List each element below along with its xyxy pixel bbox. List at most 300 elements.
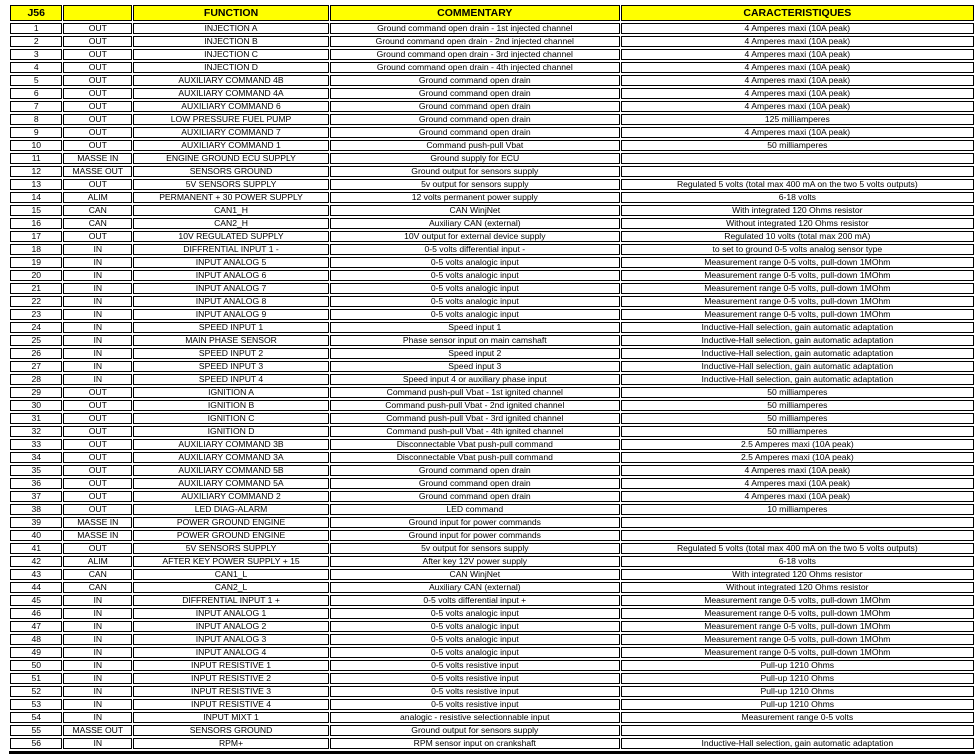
commentary-cell: 0-5 volts analogic input bbox=[330, 634, 620, 645]
direction-cell: OUT bbox=[63, 426, 132, 437]
table-row bbox=[10, 75, 974, 86]
pin-number-cell: 43 bbox=[10, 569, 62, 580]
table-row bbox=[10, 426, 974, 437]
table-row bbox=[10, 660, 974, 671]
characteristics-cell: 10 milliamperes bbox=[621, 504, 974, 515]
table-row bbox=[10, 634, 974, 645]
pin-number-cell: 22 bbox=[10, 296, 62, 307]
table-row bbox=[10, 36, 974, 47]
function-cell: LOW PRESSURE FUEL PUMP bbox=[133, 114, 329, 125]
table-row bbox=[10, 153, 974, 164]
function-cell: CAN1_L bbox=[133, 569, 329, 580]
characteristics-cell: Measurement range 0-5 volts, pull-down 1MOhm bbox=[621, 647, 974, 658]
direction-cell: IN bbox=[63, 335, 132, 346]
direction-cell: OUT bbox=[63, 179, 132, 190]
characteristics-cell: 50 milliamperes bbox=[621, 426, 974, 437]
function-cell: SENSORS GROUND bbox=[133, 166, 329, 177]
pin-number-cell: 48 bbox=[10, 634, 62, 645]
characteristics-cell: to set to ground 0-5 volts analog sensor type bbox=[621, 244, 974, 255]
function-cell: INJECTION A bbox=[133, 23, 329, 34]
direction-cell: IN bbox=[63, 738, 132, 749]
function-cell: MAIN PHASE SENSOR bbox=[133, 335, 329, 346]
pin-number-cell: 30 bbox=[10, 400, 62, 411]
commentary-cell: Disconnectable Vbat push-pull command bbox=[330, 439, 620, 450]
direction-cell: OUT bbox=[63, 387, 132, 398]
direction-cell: MASSE IN bbox=[63, 530, 132, 541]
characteristics-cell: 2.5 Amperes maxi (10A peak) bbox=[621, 452, 974, 463]
pin-number-cell: 14 bbox=[10, 192, 62, 203]
direction-cell: IN bbox=[63, 270, 132, 281]
table-row bbox=[10, 738, 974, 749]
pin-number-cell: 51 bbox=[10, 673, 62, 684]
pin-number-cell: 27 bbox=[10, 361, 62, 372]
pin-number-cell: 13 bbox=[10, 179, 62, 190]
pin-number-cell: 41 bbox=[10, 543, 62, 554]
table-row bbox=[10, 530, 974, 541]
commentary-cell: Command push-pull Vbat - 2nd ignited channel bbox=[330, 400, 620, 411]
function-cell: INPUT MIXT 1 bbox=[133, 712, 329, 723]
table-row bbox=[10, 322, 974, 333]
function-cell: PERMANENT + 30 POWER SUPPLY bbox=[133, 192, 329, 203]
direction-cell: IN bbox=[63, 309, 132, 320]
header-connector-name: J56 bbox=[10, 5, 62, 21]
commentary-cell: 5v output for sensors supply bbox=[330, 543, 620, 554]
characteristics-cell: 4 Amperes maxi (10A peak) bbox=[621, 36, 974, 47]
pin-number-cell: 24 bbox=[10, 322, 62, 333]
pin-number-cell: 6 bbox=[10, 88, 62, 99]
function-cell: ENGINE GROUND ECU SUPPLY bbox=[133, 153, 329, 164]
table-row bbox=[10, 374, 974, 385]
direction-cell: IN bbox=[63, 660, 132, 671]
direction-cell: OUT bbox=[63, 452, 132, 463]
pin-number-cell: 31 bbox=[10, 413, 62, 424]
pin-number-cell: 12 bbox=[10, 166, 62, 177]
commentary-cell: LED command bbox=[330, 504, 620, 515]
commentary-cell: 0-5 volts resistive input bbox=[330, 673, 620, 684]
function-cell: INJECTION D bbox=[133, 62, 329, 73]
pin-number-cell: 2 bbox=[10, 36, 62, 47]
table-row bbox=[10, 270, 974, 281]
commentary-cell: 0-5 volts differential input - bbox=[330, 244, 620, 255]
table-row bbox=[10, 23, 974, 34]
pin-number-cell: 49 bbox=[10, 647, 62, 658]
table-row bbox=[10, 283, 974, 294]
function-cell: INPUT RESISTIVE 3 bbox=[133, 686, 329, 697]
pin-number-cell: 4 bbox=[10, 62, 62, 73]
characteristics-cell bbox=[621, 530, 974, 541]
characteristics-cell: With integrated 120 Ohms resistor bbox=[621, 569, 974, 580]
function-cell: IGNITION C bbox=[133, 413, 329, 424]
characteristics-cell: Inductive-Hall selection, gain automatic adaptation bbox=[621, 335, 974, 346]
table-row bbox=[10, 335, 974, 346]
pin-number-cell: 21 bbox=[10, 283, 62, 294]
commentary-cell: Ground command open drain - 2nd injected channel bbox=[330, 36, 620, 47]
commentary-cell: CAN WinjNet bbox=[330, 569, 620, 580]
direction-cell: IN bbox=[63, 595, 132, 606]
commentary-cell: 0-5 volts analogic input bbox=[330, 270, 620, 281]
characteristics-cell: Measurement range 0-5 volts bbox=[621, 712, 974, 723]
pin-number-cell: 52 bbox=[10, 686, 62, 697]
table-row bbox=[10, 361, 974, 372]
function-cell: INPUT RESISTIVE 4 bbox=[133, 699, 329, 710]
characteristics-cell: 50 milliamperes bbox=[621, 400, 974, 411]
direction-cell: OUT bbox=[63, 36, 132, 47]
characteristics-cell: 4 Amperes maxi (10A peak) bbox=[621, 491, 974, 502]
pin-number-cell: 23 bbox=[10, 309, 62, 320]
function-cell: SENSORS GROUND bbox=[133, 725, 329, 736]
table-row bbox=[10, 192, 974, 203]
pin-number-cell: 16 bbox=[10, 218, 62, 229]
table-row bbox=[10, 556, 974, 567]
table-row bbox=[10, 621, 974, 632]
commentary-cell: Ground command open drain bbox=[330, 75, 620, 86]
direction-cell: OUT bbox=[63, 439, 132, 450]
pin-number-cell: 36 bbox=[10, 478, 62, 489]
table-row bbox=[10, 673, 974, 684]
pin-number-cell: 54 bbox=[10, 712, 62, 723]
function-cell: SPEED INPUT 2 bbox=[133, 348, 329, 359]
characteristics-cell: 4 Amperes maxi (10A peak) bbox=[621, 465, 974, 476]
function-cell: LED DIAG-ALARM bbox=[133, 504, 329, 515]
pin-number-cell: 47 bbox=[10, 621, 62, 632]
table-body bbox=[10, 23, 974, 749]
characteristics-cell: Inductive-Hall selection, gain automatic adaptation bbox=[621, 361, 974, 372]
characteristics-cell: Measurement range 0-5 volts, pull-down 1MOhm bbox=[621, 608, 974, 619]
characteristics-cell: Pull-up 1210 Ohms bbox=[621, 699, 974, 710]
pin-number-cell: 45 bbox=[10, 595, 62, 606]
header-direction bbox=[63, 5, 132, 21]
direction-cell: IN bbox=[63, 361, 132, 372]
characteristics-cell: Measurement range 0-5 volts, pull-down 1MOhm bbox=[621, 283, 974, 294]
table-row bbox=[10, 101, 974, 112]
direction-cell: OUT bbox=[63, 49, 132, 60]
table-header bbox=[10, 5, 974, 21]
function-cell: IGNITION A bbox=[133, 387, 329, 398]
pin-number-cell: 35 bbox=[10, 465, 62, 476]
function-cell: AUXILIARY COMMAND 7 bbox=[133, 127, 329, 138]
table-row bbox=[10, 218, 974, 229]
function-cell: INPUT ANALOG 1 bbox=[133, 608, 329, 619]
table-row bbox=[10, 452, 974, 463]
pin-number-cell: 56 bbox=[10, 738, 62, 749]
direction-cell: OUT bbox=[63, 478, 132, 489]
function-cell: AUXILIARY COMMAND 1 bbox=[133, 140, 329, 151]
pin-number-cell: 40 bbox=[10, 530, 62, 541]
characteristics-cell: 4 Amperes maxi (10A peak) bbox=[621, 75, 974, 86]
characteristics-cell: 4 Amperes maxi (10A peak) bbox=[621, 49, 974, 60]
function-cell: 10V REGULATED SUPPLY bbox=[133, 231, 329, 242]
pin-number-cell: 25 bbox=[10, 335, 62, 346]
direction-cell: OUT bbox=[63, 491, 132, 502]
table-row bbox=[10, 582, 974, 593]
table-row bbox=[10, 257, 974, 268]
function-cell: INPUT ANALOG 8 bbox=[133, 296, 329, 307]
commentary-cell: 0-5 volts analogic input bbox=[330, 608, 620, 619]
table-row bbox=[10, 309, 974, 320]
direction-cell: OUT bbox=[63, 23, 132, 34]
direction-cell: OUT bbox=[63, 114, 132, 125]
pin-number-cell: 28 bbox=[10, 374, 62, 385]
table-row bbox=[10, 725, 974, 736]
header-characteristics: CARACTERISTIQUES bbox=[621, 5, 974, 21]
direction-cell: OUT bbox=[63, 543, 132, 554]
table-row bbox=[10, 49, 974, 60]
function-cell: AUXILIARY COMMAND 3B bbox=[133, 439, 329, 450]
function-cell: CAN2_L bbox=[133, 582, 329, 593]
characteristics-cell: 4 Amperes maxi (10A peak) bbox=[621, 23, 974, 34]
commentary-cell: 0-5 volts differential input + bbox=[330, 595, 620, 606]
table-row bbox=[10, 62, 974, 73]
commentary-cell: Speed input 4 or auxiliary phase input bbox=[330, 374, 620, 385]
table-row bbox=[10, 569, 974, 580]
pin-number-cell: 37 bbox=[10, 491, 62, 502]
table-row bbox=[10, 647, 974, 658]
function-cell: INPUT ANALOG 3 bbox=[133, 634, 329, 645]
table-row bbox=[10, 166, 974, 177]
pin-number-cell: 44 bbox=[10, 582, 62, 593]
pin-number-cell: 8 bbox=[10, 114, 62, 125]
commentary-cell: Command push-pull Vbat - 4th ignited channel bbox=[330, 426, 620, 437]
function-cell: CAN1_H bbox=[133, 205, 329, 216]
function-cell: INPUT ANALOG 5 bbox=[133, 257, 329, 268]
characteristics-cell: 50 milliamperes bbox=[621, 140, 974, 151]
direction-cell: IN bbox=[63, 608, 132, 619]
table-row bbox=[10, 699, 974, 710]
commentary-cell: 0-5 volts analogic input bbox=[330, 257, 620, 268]
connector-pinout-table bbox=[9, 3, 975, 751]
pin-number-cell: 15 bbox=[10, 205, 62, 216]
characteristics-cell: Measurement range 0-5 volts, pull-down 1MOhm bbox=[621, 296, 974, 307]
pin-number-cell: 10 bbox=[10, 140, 62, 151]
direction-cell: IN bbox=[63, 686, 132, 697]
commentary-cell: 5v output for sensors supply bbox=[330, 179, 620, 190]
characteristics-cell: Pull-up 1210 Ohms bbox=[621, 686, 974, 697]
commentary-cell: 0-5 volts analogic input bbox=[330, 296, 620, 307]
characteristics-cell: Pull-up 1210 Ohms bbox=[621, 673, 974, 684]
table-row bbox=[10, 608, 974, 619]
table-row bbox=[10, 296, 974, 307]
commentary-cell: Disconnectable Vbat push-pull command bbox=[330, 452, 620, 463]
commentary-cell: Auxiliary CAN (external) bbox=[330, 218, 620, 229]
function-cell: IGNITION B bbox=[133, 400, 329, 411]
direction-cell: OUT bbox=[63, 62, 132, 73]
characteristics-cell: Regulated 10 volts (total max 200 mA) bbox=[621, 231, 974, 242]
characteristics-cell: 2.5 Amperes maxi (10A peak) bbox=[621, 439, 974, 450]
commentary-cell: Ground command open drain - 1st injected channel bbox=[330, 23, 620, 34]
function-cell: INJECTION B bbox=[133, 36, 329, 47]
table-row bbox=[10, 127, 974, 138]
function-cell: SPEED INPUT 4 bbox=[133, 374, 329, 385]
characteristics-cell: Measurement range 0-5 volts, pull-down 1MOhm bbox=[621, 595, 974, 606]
direction-cell: CAN bbox=[63, 569, 132, 580]
commentary-cell: Ground command open drain - 4th injected channel bbox=[330, 62, 620, 73]
table-row bbox=[10, 595, 974, 606]
direction-cell: IN bbox=[63, 673, 132, 684]
direction-cell: ALIM bbox=[63, 556, 132, 567]
function-cell: INPUT ANALOG 4 bbox=[133, 647, 329, 658]
function-cell: AUXILIARY COMMAND 3A bbox=[133, 452, 329, 463]
table-row bbox=[10, 114, 974, 125]
characteristics-cell: 6-18 volts bbox=[621, 556, 974, 567]
table-row bbox=[10, 413, 974, 424]
direction-cell: IN bbox=[63, 374, 132, 385]
function-cell: INJECTION C bbox=[133, 49, 329, 60]
commentary-cell: Phase sensor input on main camshaft bbox=[330, 335, 620, 346]
commentary-cell: Ground input for power commands bbox=[330, 530, 620, 541]
pin-number-cell: 3 bbox=[10, 49, 62, 60]
table-row bbox=[10, 348, 974, 359]
table-row bbox=[10, 244, 974, 255]
pin-number-cell: 42 bbox=[10, 556, 62, 567]
characteristics-cell bbox=[621, 166, 974, 177]
function-cell: INPUT ANALOG 6 bbox=[133, 270, 329, 281]
function-cell: INPUT ANALOG 7 bbox=[133, 283, 329, 294]
function-cell: IGNITION D bbox=[133, 426, 329, 437]
pin-number-cell: 7 bbox=[10, 101, 62, 112]
characteristics-cell: Inductive-Hall selection, gain automatic adaptation bbox=[621, 374, 974, 385]
direction-cell: OUT bbox=[63, 88, 132, 99]
function-cell: DIFFRENTIAL INPUT 1 - bbox=[133, 244, 329, 255]
characteristics-cell: Measurement range 0-5 volts, pull-down 1MOhm bbox=[621, 257, 974, 268]
commentary-cell: After key 12V power supply bbox=[330, 556, 620, 567]
pin-number-cell: 29 bbox=[10, 387, 62, 398]
commentary-cell: 0-5 volts analogic input bbox=[330, 647, 620, 658]
table-row bbox=[10, 205, 974, 216]
table-row bbox=[10, 231, 974, 242]
function-cell: DIFFRENTIAL INPUT 1 + bbox=[133, 595, 329, 606]
pin-number-cell: 53 bbox=[10, 699, 62, 710]
characteristics-cell: Regulated 5 volts (total max 400 mA on the two 5 volts outputs) bbox=[621, 543, 974, 554]
direction-cell: MASSE OUT bbox=[63, 725, 132, 736]
commentary-cell: Ground command open drain - 3rd injected channel bbox=[330, 49, 620, 60]
function-cell: AUXILIARY COMMAND 5B bbox=[133, 465, 329, 476]
pin-number-cell: 32 bbox=[10, 426, 62, 437]
direction-cell: OUT bbox=[63, 504, 132, 515]
direction-cell: OUT bbox=[63, 400, 132, 411]
table-row bbox=[10, 517, 974, 528]
table-row bbox=[10, 491, 974, 502]
commentary-cell: 0-5 volts resistive input bbox=[330, 660, 620, 671]
commentary-cell: Ground output for sensors supply bbox=[330, 166, 620, 177]
function-cell: AUXILIARY COMMAND 5A bbox=[133, 478, 329, 489]
commentary-cell: Command push-pull Vbat - 1st ignited channel bbox=[330, 387, 620, 398]
characteristics-cell: Without integrated 120 Ohms resistor bbox=[621, 218, 974, 229]
header-row bbox=[10, 5, 974, 21]
function-cell: AFTER KEY POWER SUPPLY + 15 bbox=[133, 556, 329, 567]
direction-cell: ALIM bbox=[63, 192, 132, 203]
commentary-cell: Ground output for sensors supply bbox=[330, 725, 620, 736]
direction-cell: IN bbox=[63, 712, 132, 723]
function-cell: AUXILIARY COMMAND 4A bbox=[133, 88, 329, 99]
pin-number-cell: 55 bbox=[10, 725, 62, 736]
commentary-cell: Ground supply for ECU bbox=[330, 153, 620, 164]
direction-cell: IN bbox=[63, 257, 132, 268]
characteristics-cell: 50 milliamperes bbox=[621, 413, 974, 424]
pin-number-cell: 19 bbox=[10, 257, 62, 268]
function-cell: RPM+ bbox=[133, 738, 329, 749]
direction-cell: IN bbox=[63, 699, 132, 710]
commentary-cell: Speed input 1 bbox=[330, 322, 620, 333]
function-cell: POWER GROUND ENGINE bbox=[133, 530, 329, 541]
direction-cell: CAN bbox=[63, 218, 132, 229]
header-function: FUNCTION bbox=[133, 5, 329, 21]
direction-cell: MASSE IN bbox=[63, 517, 132, 528]
direction-cell: CAN bbox=[63, 205, 132, 216]
characteristics-cell: Inductive-Hall selection, gain automatic adaptation bbox=[621, 322, 974, 333]
direction-cell: OUT bbox=[63, 75, 132, 86]
function-cell: SPEED INPUT 1 bbox=[133, 322, 329, 333]
characteristics-cell: Measurement range 0-5 volts, pull-down 1MOhm bbox=[621, 634, 974, 645]
commentary-cell: 0-5 volts analogic input bbox=[330, 309, 620, 320]
direction-cell: IN bbox=[63, 296, 132, 307]
table-row bbox=[10, 543, 974, 554]
table-row bbox=[10, 478, 974, 489]
commentary-cell: Auxiliary CAN (external) bbox=[330, 582, 620, 593]
pin-number-cell: 50 bbox=[10, 660, 62, 671]
table-row bbox=[10, 504, 974, 515]
commentary-cell: 0-5 volts resistive input bbox=[330, 699, 620, 710]
commentary-cell: Ground command open drain bbox=[330, 114, 620, 125]
table-row bbox=[10, 712, 974, 723]
commentary-cell: Ground command open drain bbox=[330, 491, 620, 502]
commentary-cell: 0-5 volts resistive input bbox=[330, 686, 620, 697]
pin-number-cell: 46 bbox=[10, 608, 62, 619]
direction-cell: IN bbox=[63, 244, 132, 255]
direction-cell: OUT bbox=[63, 140, 132, 151]
direction-cell: OUT bbox=[63, 465, 132, 476]
table-row bbox=[10, 400, 974, 411]
commentary-cell: 12 volts permanent power supply bbox=[330, 192, 620, 203]
direction-cell: IN bbox=[63, 621, 132, 632]
pin-number-cell: 39 bbox=[10, 517, 62, 528]
function-cell: 5V SENSORS SUPPLY bbox=[133, 543, 329, 554]
table-row bbox=[10, 387, 974, 398]
function-cell: POWER GROUND ENGINE bbox=[133, 517, 329, 528]
direction-cell: OUT bbox=[63, 127, 132, 138]
table-row bbox=[10, 140, 974, 151]
direction-cell: IN bbox=[63, 634, 132, 645]
characteristics-cell: Measurement range 0-5 volts, pull-down 1MOhm bbox=[621, 621, 974, 632]
commentary-cell: Ground command open drain bbox=[330, 88, 620, 99]
table-row bbox=[10, 179, 974, 190]
direction-cell: MASSE IN bbox=[63, 153, 132, 164]
characteristics-cell bbox=[621, 725, 974, 736]
pin-number-cell: 5 bbox=[10, 75, 62, 86]
commentary-cell: Ground command open drain bbox=[330, 478, 620, 489]
header-commentary: COMMENTARY bbox=[330, 5, 620, 21]
characteristics-cell: Pull-up 1210 Ohms bbox=[621, 660, 974, 671]
commentary-cell: 10V output for external device supply bbox=[330, 231, 620, 242]
direction-cell: OUT bbox=[63, 101, 132, 112]
pin-number-cell: 26 bbox=[10, 348, 62, 359]
table-row bbox=[10, 439, 974, 450]
commentary-cell: Command push-pull Vbat bbox=[330, 140, 620, 151]
pin-number-cell: 9 bbox=[10, 127, 62, 138]
commentary-cell: Ground command open drain bbox=[330, 101, 620, 112]
commentary-cell: Speed input 2 bbox=[330, 348, 620, 359]
commentary-cell: 0-5 volts analogic input bbox=[330, 283, 620, 294]
characteristics-cell bbox=[621, 517, 974, 528]
commentary-cell: CAN WinjNet bbox=[330, 205, 620, 216]
function-cell: CAN2_H bbox=[133, 218, 329, 229]
pin-number-cell: 11 bbox=[10, 153, 62, 164]
characteristics-cell: 4 Amperes maxi (10A peak) bbox=[621, 478, 974, 489]
commentary-cell: Ground command open drain bbox=[330, 465, 620, 476]
function-cell: SPEED INPUT 3 bbox=[133, 361, 329, 372]
function-cell: INPUT RESISTIVE 2 bbox=[133, 673, 329, 684]
direction-cell: MASSE OUT bbox=[63, 166, 132, 177]
commentary-cell: RPM sensor input on crankshaft bbox=[330, 738, 620, 749]
